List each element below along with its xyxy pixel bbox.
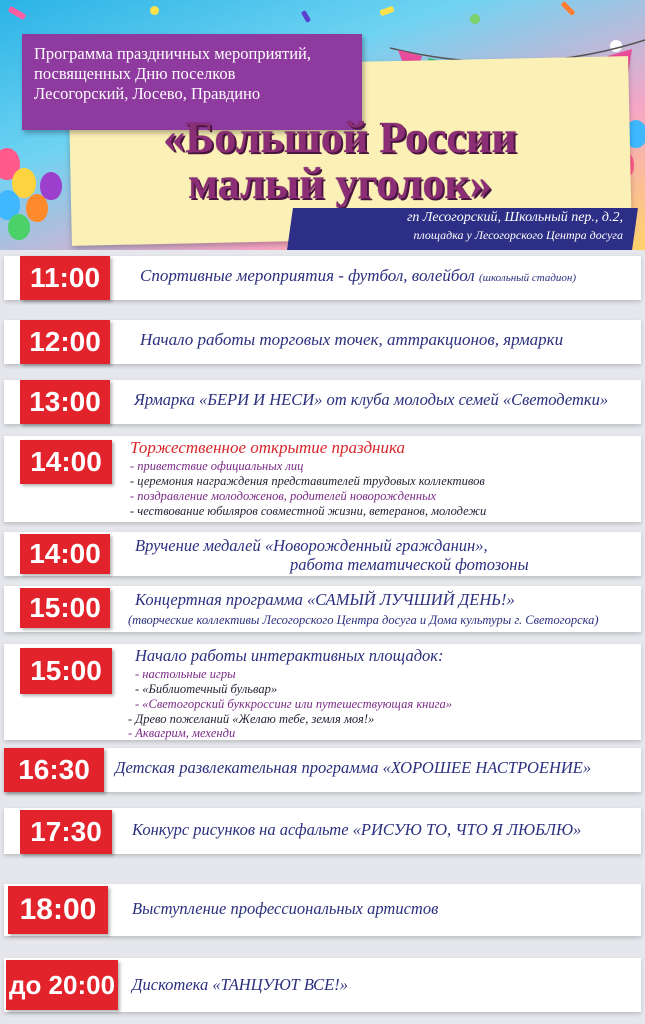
time-badge: до 20:00 [6,960,118,1010]
event-note: (школьный стадион) [478,272,577,284]
event-title: Выступление профессиональных артистов [132,899,439,918]
schedule-row [0,744,645,796]
time-badge: 15:00 [20,648,112,694]
poster-title-line-1: «Большой России [163,113,517,162]
event-title: Конкурс рисунков на асфальте «РИСУЮ ТО, ЧТО Я ЛЮБЛЮ» [132,820,582,839]
time-badge: 12:00 [20,320,110,364]
time-badge: 15:00 [20,588,110,628]
event-title: Начало работы торговых точек, аттракционов, ярмарки [140,330,564,349]
event-subitem: - Аквагрим, мехенди [128,726,236,740]
event-subitem: - Древо пожеланий «Желаю тебе, земля моя!» [128,712,375,726]
event-title-line-2: работа тематической фотозоны [290,555,529,574]
time-badge: 14:00 [20,534,110,574]
schedule-row [0,584,645,634]
schedule-row [0,376,645,426]
event-title: Торжественное открытие праздника [130,438,406,457]
poster-title-line-2: малый уголок» [188,159,492,208]
schedule-row [0,530,645,578]
time-badge: 17:30 [20,810,112,854]
event-note: (творческие коллективы Лесогорского Центра досуга и Дома культуры г. Светогорска) [128,613,599,627]
intro-line: Программа праздничных мероприятий, [34,44,312,63]
event-subitem: - церемония награждения представителей трудовых коллективов [130,474,485,488]
schedule-row [0,316,645,366]
time-badge: 16:30 [4,748,104,792]
event-title: Вручение медалей «Новорожденный гражданин», [135,536,488,555]
event-title: Детская развлекательная программа «ХОРОШЕЕ НАСТРОЕНИЕ» [115,758,592,777]
address-line-2: площадка у Лесогорского Центра досуга [413,228,623,242]
schedule-row [0,804,645,858]
event-subitem: - «Библиотечный бульвар» [135,682,278,696]
schedule-row [0,952,645,1018]
event-title: Начало работы интерактивных площадок: [135,646,444,665]
event-subitem: - приветствие официальных лиц [130,459,304,473]
balloon-icon [40,172,62,200]
time-badge: 18:00 [8,886,108,934]
event-title: Спортивные мероприятия - футбол, волейбол (школьный стадион) [140,266,577,285]
balloon-icon [8,214,30,240]
event-subitem: - настольные игры [135,667,236,681]
event-title: Дискотека «ТАНЦУЮТ ВСЕ!» [132,975,348,994]
event-subitem: - поздравление молодоженов, родителей новорожденных [130,489,437,503]
event-subitem: - чествование юбиляров совместной жизни, ветеранов, молодежи [130,504,487,518]
time-badge: 14:00 [20,440,112,484]
address-line-1: гп Лесогорский, Школьный пер., д.2, [406,210,623,225]
time-badge: 11:00 [20,256,110,300]
intro-line: посвященных Дню поселков [34,64,236,83]
schedule-row [0,432,645,524]
intro-line: Лесогорский, Лосево, Правдино [34,84,261,103]
event-title: Концертная программа «САМЫЙ ЛУЧШИЙ ДЕНЬ!» [135,590,515,609]
event-subitem: - «Светогорский буккроссинг или путешествующая книга» [135,697,453,711]
time-badge: 13:00 [20,380,110,424]
poster-header [0,0,645,250]
schedule-row [0,642,645,742]
schedule-row [0,252,645,302]
schedule-row [0,878,645,940]
event-title: Ярмарка «БЕРИ И НЕСИ» от клуба молодых семей «Светодетки» [134,390,609,409]
